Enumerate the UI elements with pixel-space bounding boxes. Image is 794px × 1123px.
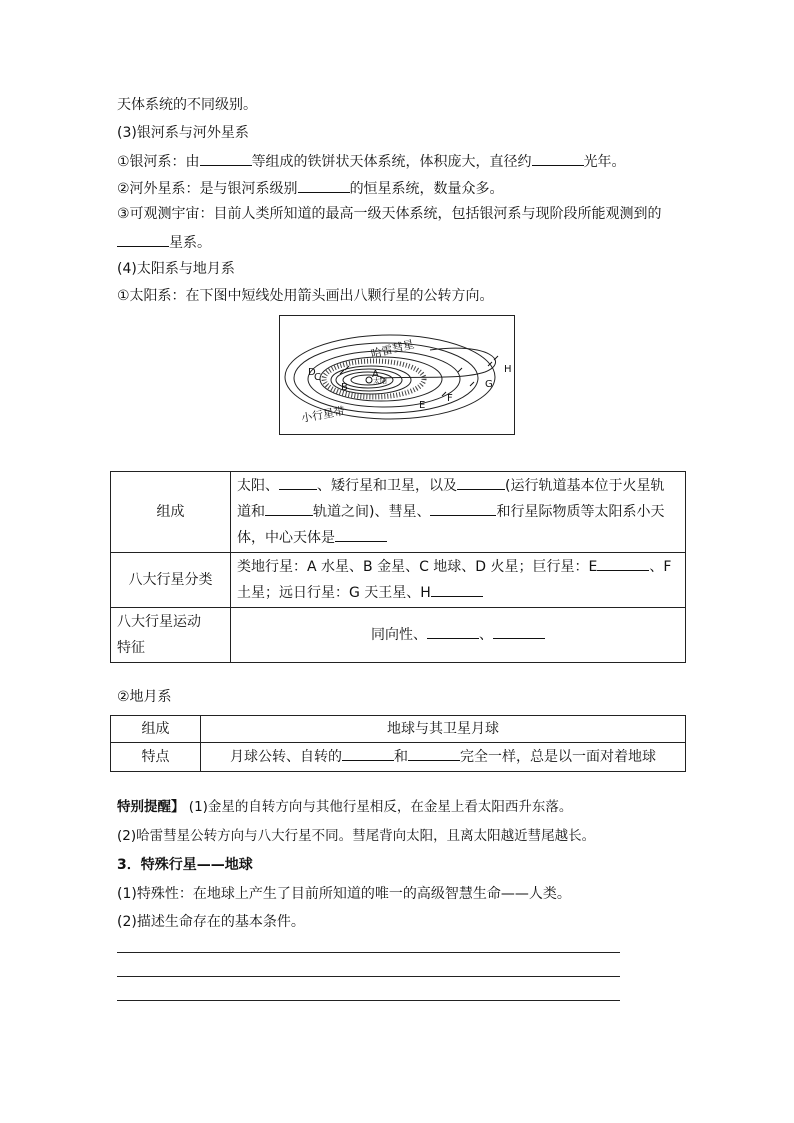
text-segment: 星系。 — [169, 235, 211, 251]
planet-label-e: E — [419, 400, 426, 411]
cell-line — [237, 580, 679, 606]
text-line: 天体系统的不同级别。 — [117, 97, 257, 113]
cell-line — [237, 473, 679, 499]
classification-cell — [231, 553, 686, 608]
text-segment: 光年。 — [583, 154, 626, 170]
fill-blank[interactable] — [298, 177, 350, 193]
table-row — [111, 553, 686, 608]
text-segment: 土星；远日行星：G 天王星、H — [237, 585, 431, 601]
fill-blank[interactable] — [117, 231, 169, 247]
planet-label-h: H — [504, 364, 512, 375]
planet-label-g: G — [485, 379, 493, 390]
text-line: (2)哈雷彗星公转方向与八大行星不同。彗尾背向太阳，且离太阳越近彗尾越长。 — [117, 828, 596, 844]
subheading-solar-system: (4)太阳系与地月系 — [117, 261, 235, 277]
halley-comet-label: 哈雷彗星 — [369, 337, 416, 361]
row-head-composition: 组成 — [111, 472, 231, 553]
sun-label: 太阳 — [373, 377, 387, 385]
cell-line: 八大行星运动 — [117, 614, 201, 630]
text-segment: 类地行星：A 水星、B 金星、C 地球、D 火星；巨行星：E — [237, 559, 598, 575]
fill-blank[interactable] — [200, 150, 252, 166]
row-head-classification: 八大行星分类 — [111, 553, 231, 608]
special-tip-line — [117, 797, 572, 817]
text-segment: 道和 — [237, 504, 265, 520]
text-segment: 和行星际物质等太阳系小天 — [496, 504, 665, 520]
text-segment: 、 — [479, 627, 493, 643]
planet-label-d: D — [308, 367, 316, 378]
fill-blank[interactable] — [431, 581, 483, 597]
text-segment: 月球公转、自转的 — [230, 749, 342, 765]
answer-line[interactable] — [117, 1000, 620, 1001]
composition-cell: 地球与其卫星月球 — [201, 716, 686, 743]
tip-label: 特别提醒 — [117, 799, 171, 815]
planet-label-a: A — [372, 369, 379, 380]
text-segment: (1)金星的自转方向与其他行星相反，在金星上看太阳西升东落。 — [188, 799, 573, 815]
section-heading: 3．特殊行星——地球 — [117, 857, 253, 873]
text-line: ③可观测宇宙：目前人类所知道的最高一级天体系统，包括银河系与现阶段所能观测到的 — [117, 206, 662, 222]
text-segment: ②河外星系：是与银河系级别 — [117, 181, 298, 197]
row-head-composition: 组成 — [111, 716, 201, 743]
text-segment: 同向性、 — [371, 627, 427, 643]
row-head-feature: 特点 — [111, 743, 201, 772]
text-segment: 体，中心天体是 — [237, 530, 335, 546]
composition-cell — [231, 472, 686, 553]
answer-line[interactable] — [117, 976, 620, 977]
fill-blank[interactable] — [279, 474, 317, 490]
text-segment: 完全一样，总是以一面对着地球 — [460, 749, 656, 765]
subheading-milky-way: (3)银河系与河外星系 — [117, 125, 249, 141]
cell-line — [237, 525, 679, 551]
cell-line — [237, 499, 679, 525]
tip-bracket: 】 — [171, 799, 185, 815]
text-segment: ①银河系：由 — [117, 154, 200, 170]
solar-system-table — [110, 471, 686, 663]
text-segment: 太阳、 — [237, 478, 279, 494]
motion-cell — [231, 608, 686, 663]
text-line: ①太阳系：在下图中短线处用箭头画出八颗行星的公转方向。 — [117, 288, 494, 304]
tick-mark — [470, 382, 474, 386]
table-row — [111, 716, 686, 743]
answer-line[interactable] — [117, 952, 620, 953]
text-line: (1)特殊性：在地球上产生了目前所知道的唯一的高级智慧生命——人类。 — [117, 886, 571, 902]
text-segment: 的恒星系统，数量众多。 — [349, 181, 504, 197]
text-segment: 、F — [649, 559, 672, 575]
fill-blank[interactable] — [597, 555, 649, 571]
planet-label-f: F — [447, 393, 453, 404]
solar-system-svg — [280, 316, 514, 434]
table-row — [111, 608, 686, 663]
feature-cell — [201, 743, 686, 772]
fill-blank[interactable] — [493, 623, 545, 639]
cell-line: 特征 — [117, 640, 145, 656]
text-line: (2)描述生命存在的基本条件。 — [117, 914, 305, 930]
subheading-earth-moon: ②地月系 — [117, 689, 172, 705]
tick-mark — [458, 368, 462, 372]
fill-blank[interactable] — [335, 526, 387, 542]
asteroid-belt-label: 小行星带 — [300, 404, 346, 425]
text-segment: 、矮行星和卫星，以及 — [317, 478, 457, 494]
fill-blank[interactable] — [342, 745, 394, 761]
fill-blank[interactable] — [427, 623, 479, 639]
text-segment: (运行轨道基本位于火星轨 — [505, 478, 665, 494]
text-line — [117, 177, 504, 199]
text-segment: 和 — [394, 749, 408, 765]
table-row — [111, 472, 686, 553]
text-segment: 轨道之间)、彗星、 — [313, 504, 431, 520]
cell-line — [237, 554, 679, 580]
row-head-motion — [111, 608, 231, 663]
table-row — [111, 743, 686, 772]
earth-moon-table — [110, 715, 686, 772]
text-segment: 等组成的铁饼状天体系统，体积庞大，直径约 — [251, 154, 532, 170]
fill-blank[interactable] — [532, 150, 584, 166]
text-line — [117, 150, 626, 172]
text-line — [117, 231, 211, 253]
fill-blank[interactable] — [265, 500, 313, 516]
fill-blank[interactable] — [430, 500, 496, 516]
fill-blank[interactable] — [408, 745, 460, 761]
solar-system-diagram — [279, 315, 515, 435]
fill-blank[interactable] — [457, 474, 505, 490]
planet-label-c: C — [314, 372, 321, 383]
planet-label-b: B — [341, 382, 348, 393]
